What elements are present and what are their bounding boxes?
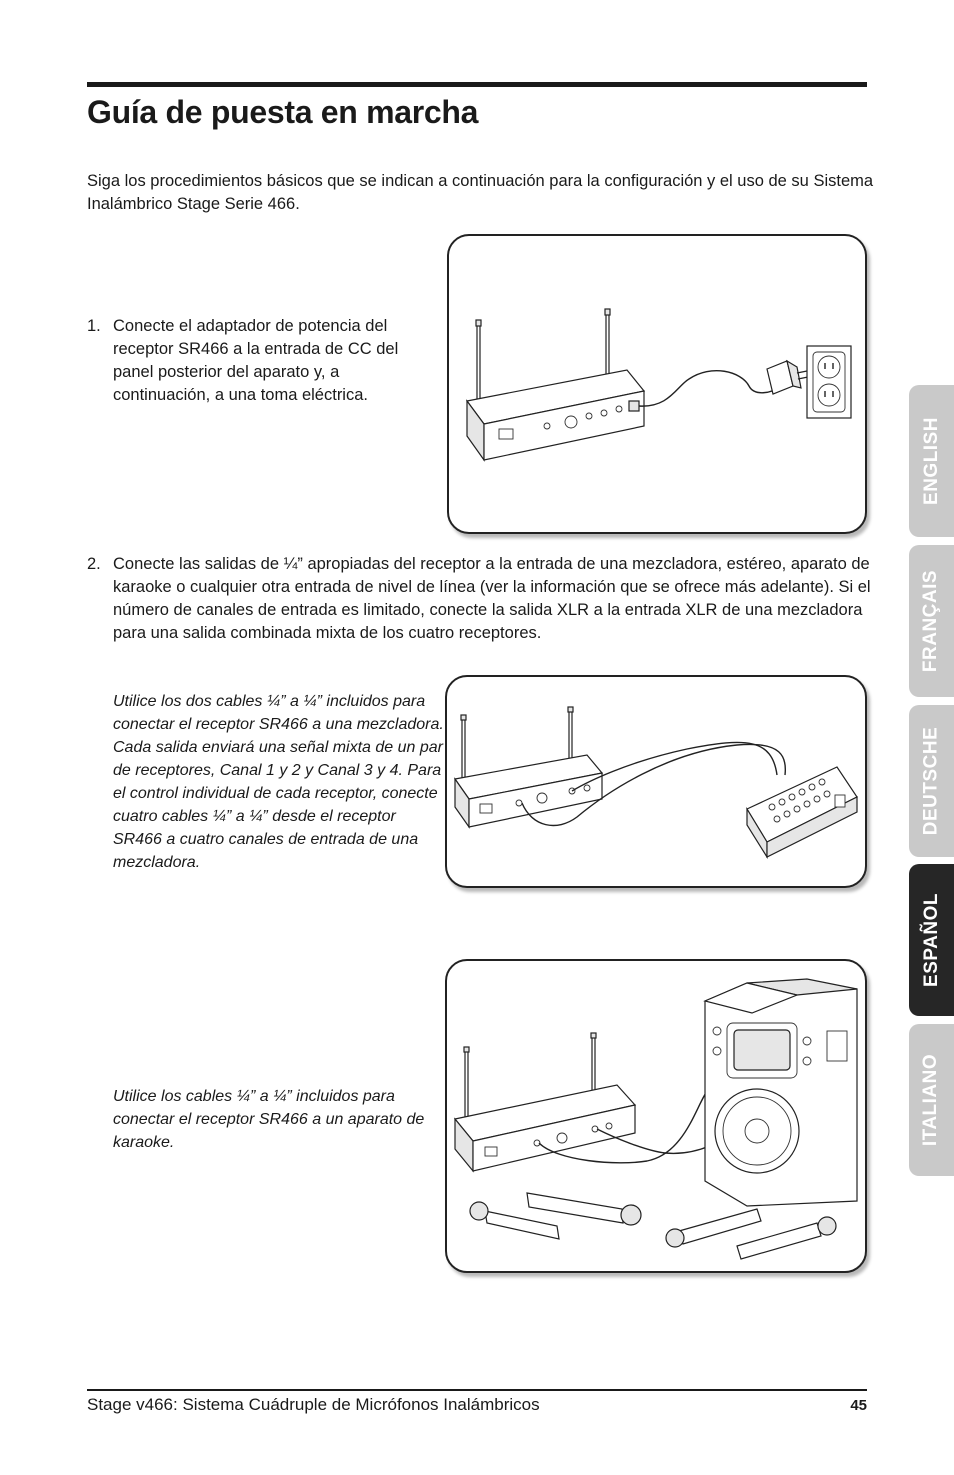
power-cable (639, 371, 781, 406)
mixer-unit (747, 767, 857, 857)
antenna-right (591, 1033, 596, 1093)
step-number: 2. (87, 555, 101, 573)
antenna-left (464, 1047, 469, 1121)
receiver-unit (467, 370, 644, 460)
intro-paragraph: Siga los procedimientos básicos que se indican a continuación para la configuración y el uso de su Sistema Inalámbrico Stage Serie 466. (87, 172, 874, 213)
audio-cable-2 (572, 742, 777, 791)
step-text: Conecte las salidas de ¼” apropiadas del receptor a la entrada de una mezcladora, estéreo, aparato de karaoke o cualquier otra entrada de nivel de línea (ver la información que se ofrece más adelante). Si el número de canales de entrada es limitado, conecte la salida XLR a la entrada XLR de una mezcladora para una salida combinada mixta de los cuatro receptores. (113, 555, 871, 642)
receiver-power-illustration (449, 236, 865, 532)
step-2 (87, 553, 877, 653)
step-text: Conecte el adaptador de potencia del receptor SR466 a la entrada de CC del panel posterior del aparato y, a continuación, a una toma eléctrica. (113, 317, 399, 404)
tab-label: DEUTSCHE (920, 726, 942, 836)
wall-outlet (807, 346, 851, 418)
figure-receiver-power (447, 234, 867, 534)
karaoke-machine (705, 979, 857, 1206)
tab-label: ITALIANO (920, 1053, 942, 1147)
tab-english[interactable] (909, 385, 954, 537)
antenna-left (461, 715, 466, 782)
footer-title: Stage v466: Sistema Cuádruple de Micrófonos Inalámbricos (87, 1395, 540, 1414)
bottom-rule (87, 1389, 867, 1391)
page-title: Guía de puesta en marcha (87, 94, 479, 130)
step-number: 1. (87, 317, 101, 335)
note-mixer: Utilice los dos cables ¼” a ¼” incluidos para conectar el receptor SR466 a una mezcladora. Cada salida enviará una señal mixta de un par de receptores, Canal 1 y 2 y Canal 3 y 4. Para el control individual de cada receptor, conecte cuatro cables ¼” a ¼” desde el receptor SR466 a cuatro canales de entrada de una mezcladora. (113, 693, 444, 871)
receiver-karaoke-illustration (447, 961, 865, 1271)
top-rule (87, 82, 867, 87)
receiver-unit (455, 755, 602, 827)
antenna-right (568, 707, 573, 764)
note-karaoke: Utilice los cables ¼” a ¼” incluidos para conectar el receptor SR466 a un aparato de karaoke. (113, 1088, 425, 1151)
tab-label: ENGLISH (920, 417, 942, 505)
antenna-right (605, 309, 610, 380)
tab-italiano[interactable] (909, 1024, 954, 1176)
tab-espanol[interactable] (909, 864, 954, 1016)
tab-label: ESPAÑOL (920, 893, 942, 987)
receiver-mixer-illustration (447, 677, 865, 886)
tab-deutsche[interactable] (909, 705, 954, 857)
receiver-unit (455, 1085, 635, 1171)
figure-receiver-mixer (445, 675, 867, 888)
microphone-2 (527, 1193, 641, 1225)
figure-receiver-karaoke (445, 959, 867, 1273)
step-1 (87, 315, 427, 415)
tab-label: FRANÇAIS (920, 569, 942, 673)
power-adapter (767, 361, 808, 394)
tab-francais[interactable] (909, 545, 954, 697)
page-number: 45 (850, 1397, 867, 1414)
microphone-3 (666, 1209, 761, 1247)
